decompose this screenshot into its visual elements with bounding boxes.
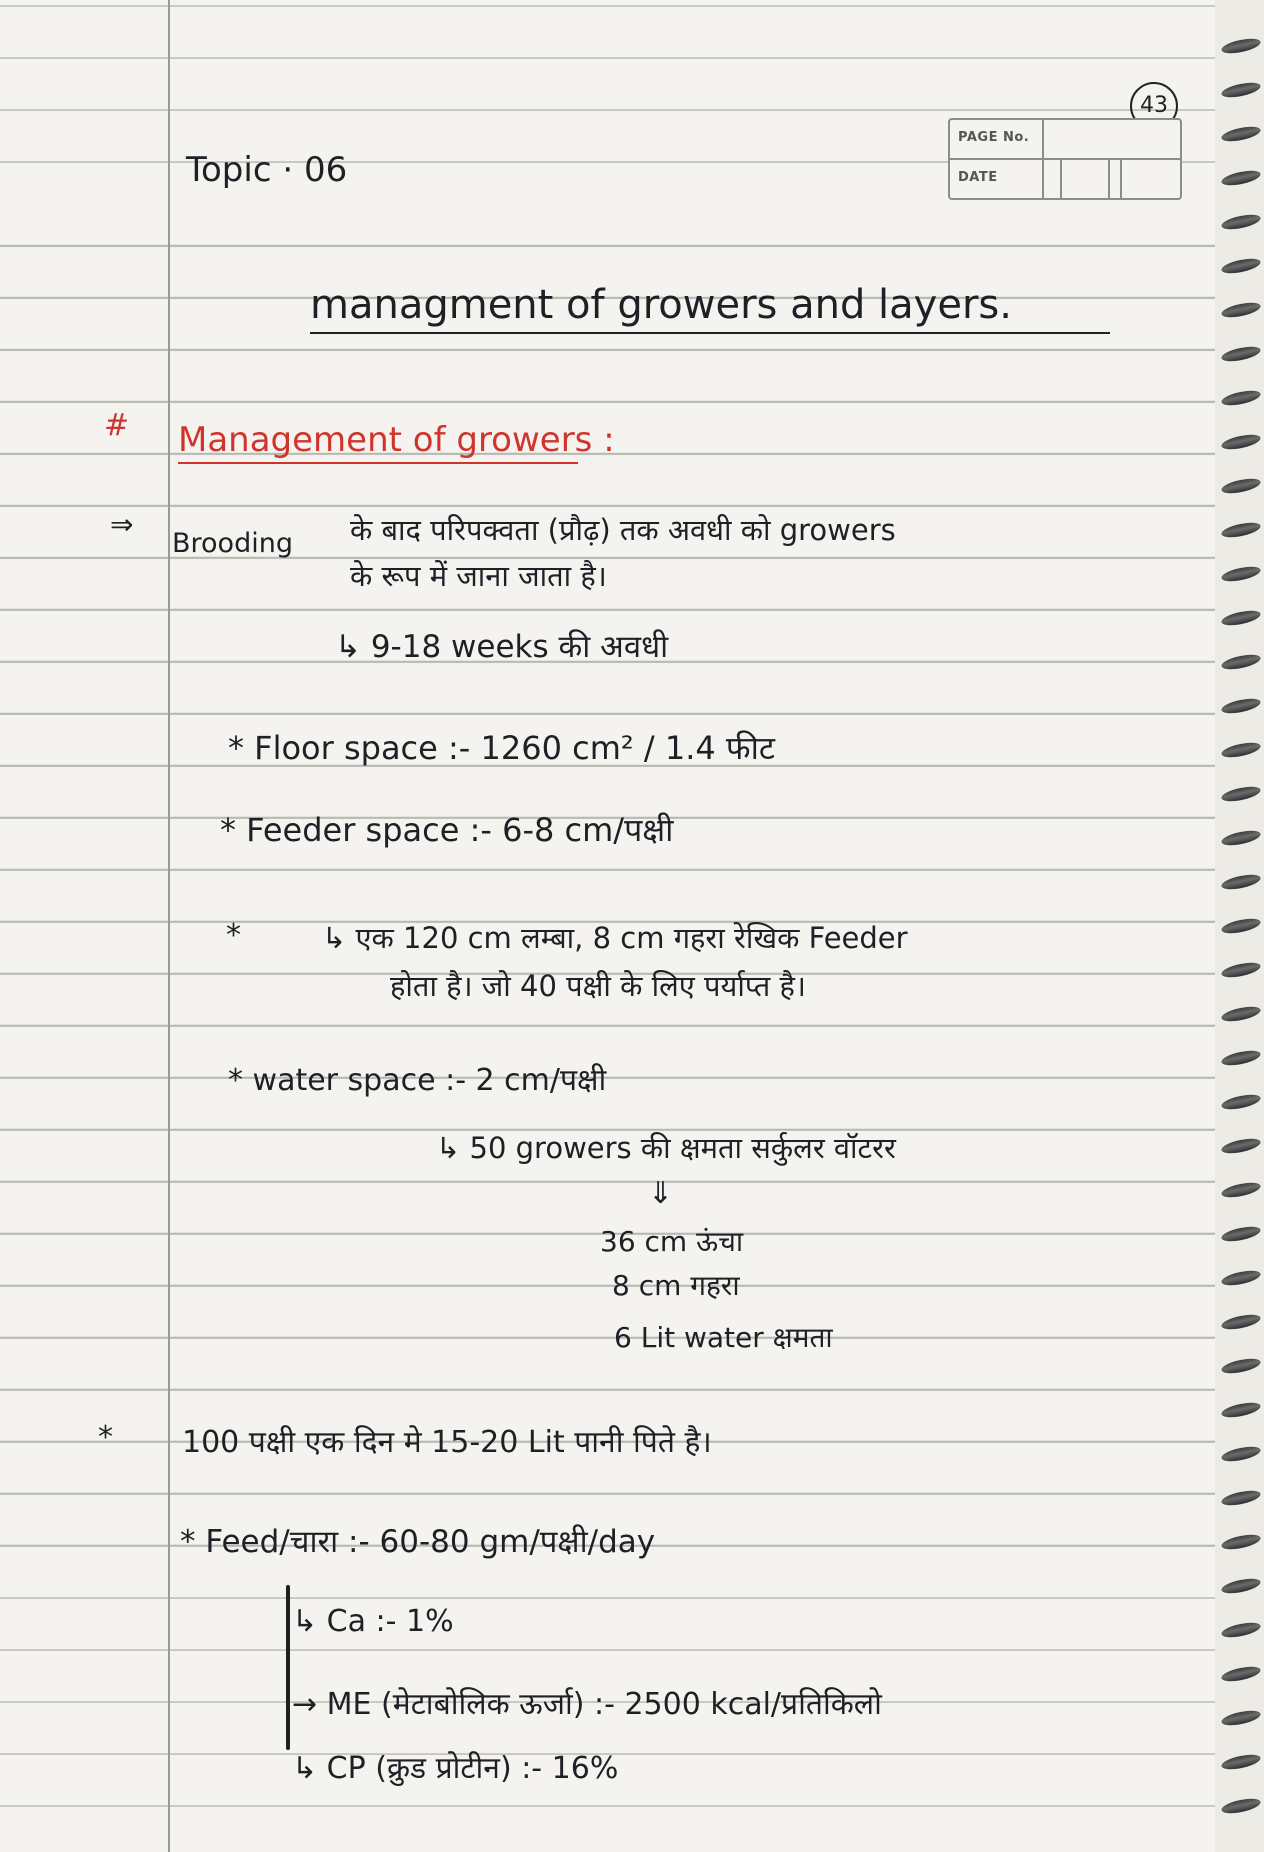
water-intake-star: * bbox=[98, 1420, 113, 1455]
spiral-ring bbox=[1220, 388, 1262, 408]
spiral-ring bbox=[1220, 124, 1262, 144]
margin-line bbox=[168, 0, 170, 1852]
brooding-word: Brooding bbox=[172, 528, 293, 559]
spiral-ring bbox=[1220, 1664, 1262, 1684]
feeder-note-line-1: ↳ एक 120 cm लम्बा, 8 cm गहरा रेखिक Feeder bbox=[322, 921, 908, 955]
spiral-ring bbox=[1220, 564, 1262, 584]
stamp-page-row bbox=[950, 120, 1180, 160]
waterer-capacity: 6 Lit water क्षमता bbox=[614, 1321, 833, 1354]
ca-line: ↳ Ca :- 1% bbox=[292, 1604, 454, 1639]
spiral-ring bbox=[1220, 828, 1262, 848]
waterer-height: 36 cm ऊंचा bbox=[600, 1225, 744, 1258]
spiral-ring bbox=[1220, 784, 1262, 804]
spiral-ring bbox=[1220, 476, 1262, 496]
floor-space: * Floor space :- 1260 cm² / 1.4 फीट bbox=[228, 729, 775, 767]
spiral-ring bbox=[1220, 36, 1262, 56]
spiral-ring bbox=[1220, 1092, 1262, 1112]
spiral-ring bbox=[1220, 608, 1262, 628]
spiral-ring bbox=[1220, 1532, 1262, 1552]
cp-line: ↳ CP (क्रुड प्रोटीन) :- 16% bbox=[292, 1751, 619, 1786]
period-text: ↳ 9-18 weeks की अवधी bbox=[335, 629, 669, 665]
spiral-ring bbox=[1220, 916, 1262, 936]
page-date-stamp bbox=[948, 118, 1182, 200]
spiral-ring bbox=[1220, 1620, 1262, 1640]
spiral-ring bbox=[1220, 1752, 1262, 1772]
page-number-circle: 43 bbox=[1130, 82, 1178, 130]
feeder-space: * Feeder space :- 6-8 cm/पक्षी bbox=[220, 811, 674, 849]
spiral-ring bbox=[1220, 1312, 1262, 1332]
spiral-ring bbox=[1220, 168, 1262, 188]
spiral-ring bbox=[1220, 1708, 1262, 1728]
intro-line-1: के बाद परिपक्वता (प्रौढ़) तक अवधी को growers bbox=[350, 513, 896, 547]
me-line: → ME (मेटाबोलिक ऊर्जा) :- 2500 kcal/प्रतिकिलो bbox=[292, 1687, 882, 1722]
spiral-ring bbox=[1220, 520, 1262, 540]
feed-line: * Feed/चारा :- 60-80 gm/पक्षी/day bbox=[180, 1524, 656, 1560]
spiral-ring bbox=[1220, 256, 1262, 276]
spiral-ring bbox=[1220, 960, 1262, 980]
feeder-note-line-2: होता है। जो 40 पक्षी के लिए पर्याप्त है। bbox=[390, 969, 806, 1003]
waterer-depth: 8 cm गहरा bbox=[612, 1269, 740, 1302]
spiral-ring bbox=[1220, 432, 1262, 452]
stamp-page-label: PAGE No. bbox=[958, 130, 1030, 145]
topic-label: Topic · 06 bbox=[186, 150, 348, 190]
spiral-ring bbox=[1220, 696, 1262, 716]
stamp-date-label: DATE bbox=[958, 170, 998, 185]
heading-underline bbox=[178, 462, 578, 464]
spiral-ring bbox=[1220, 212, 1262, 232]
spiral-ring bbox=[1220, 1180, 1262, 1200]
spiral-ring bbox=[1220, 1136, 1262, 1156]
spiral-ring bbox=[1220, 80, 1262, 100]
nutrient-bracket bbox=[286, 1585, 290, 1750]
stamp-date-row bbox=[950, 160, 1180, 198]
page-title: managment of growers and layers. bbox=[310, 282, 1012, 328]
spiral-ring bbox=[1220, 872, 1262, 892]
down-arrow: ⇓ bbox=[648, 1176, 674, 1211]
spiral-ring bbox=[1220, 1356, 1262, 1376]
hash-marker: # bbox=[104, 408, 130, 443]
spiral-ring bbox=[1220, 1444, 1262, 1464]
spiral-ring bbox=[1220, 1488, 1262, 1508]
title-underline bbox=[310, 332, 1110, 334]
water-intake: 100 पक्षी एक दिन मे 15-20 Lit पानी पिते है। bbox=[182, 1425, 712, 1460]
spiral-ring bbox=[1220, 740, 1262, 760]
spiral-ring bbox=[1220, 1048, 1262, 1068]
spiral-ring bbox=[1220, 1268, 1262, 1288]
water-note: ↳ 50 growers की क्षमता सर्कुलर वॉटरर bbox=[436, 1131, 896, 1165]
intro-arrow: ⇒ bbox=[110, 508, 134, 541]
spiral-ring bbox=[1220, 1576, 1262, 1596]
spiral-binding bbox=[1215, 0, 1264, 1852]
water-space: * water space :- 2 cm/पक्षी bbox=[228, 1063, 607, 1098]
spiral-ring bbox=[1220, 1224, 1262, 1244]
intro-line-2: के रूप में जाना जाता है। bbox=[350, 559, 607, 593]
spiral-ring bbox=[1220, 1004, 1262, 1024]
feeder-note-star: * bbox=[226, 918, 241, 953]
spiral-ring bbox=[1220, 344, 1262, 364]
spiral-ring bbox=[1220, 652, 1262, 672]
spiral-ring bbox=[1220, 1796, 1262, 1816]
spiral-ring bbox=[1220, 300, 1262, 320]
section-heading: Management of growers : bbox=[178, 420, 615, 460]
spiral-ring bbox=[1220, 1400, 1262, 1420]
